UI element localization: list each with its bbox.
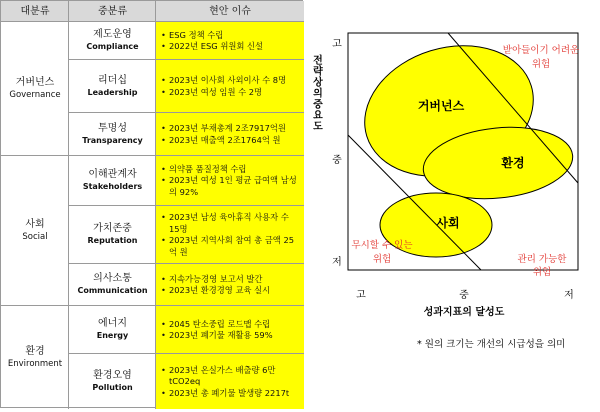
unacceptable-risk-label-line2: 위험 (531, 59, 551, 70)
x-tick-low: 저 (564, 290, 574, 301)
category-label-en: Governance (9, 90, 61, 100)
y-tick-mid: 중 (332, 155, 342, 166)
issue-cell-energy (156, 306, 304, 354)
subcategory-label-en: Compliance (86, 42, 139, 51)
subcategory-label: 에너지 (98, 318, 127, 329)
subcategory-label-en: Energy (96, 331, 129, 340)
issue-cell-communication (156, 264, 304, 306)
x-tick-mid: 중 (459, 290, 469, 301)
manageable-risk-label-line1: 관리 가능한 (517, 254, 567, 265)
issue-item: • ESG 정책 수립 (159, 30, 301, 42)
subcategory-reputation (69, 206, 156, 264)
issue-item: • 2023년 여성 임원 수 2명 (159, 87, 301, 99)
header-issues: 현안 이슈 (209, 6, 251, 17)
subcategory-label: 제도운영 (93, 29, 132, 40)
environment-label: 환경 (501, 156, 525, 170)
subcategory-compliance (69, 22, 156, 60)
issue-item: • 2023년 이사회 사외이사 수 8명 (159, 75, 301, 87)
subcategory-stakeholders (69, 156, 156, 206)
issue-item: • 2023년 환경경영 교육 실시 (159, 285, 301, 297)
y-tick-high: 고 (332, 39, 342, 50)
subcategory-leadership (69, 60, 156, 113)
unacceptable-risk-label-line1: 받아들이기 어려운 (502, 45, 580, 56)
subcategory-label: 투명성 (98, 122, 127, 134)
issue-item: • 2022년 ESG 위원회 신설 (159, 41, 301, 53)
table-header-row (1, 1, 304, 22)
issue-item: • 의약품 품질정책 수립 (159, 164, 301, 176)
manageable-risk-label-line2: 위험 (532, 267, 552, 278)
subcategory-label-en: Leadership (87, 87, 138, 97)
negligible-risk-label-line2: 위험 (372, 254, 392, 265)
subcategory-label-en: Reputation (87, 236, 138, 245)
category-label: 환경 (25, 346, 45, 357)
issue-cell-pollution (156, 354, 304, 409)
subcategory-label: 환경오염 (93, 370, 132, 381)
footnote: * 원의 크기는 개선의 시급성을 의미 (417, 339, 566, 350)
x-tick-high: 고 (356, 290, 366, 301)
social-label: 사회 (436, 216, 460, 230)
category-label: 사회 (25, 219, 45, 230)
header-subcategory: 중분류 (98, 6, 127, 17)
subcategory-label-en: Stakeholders (82, 182, 143, 191)
subcategory-label-en: Communication (77, 286, 148, 295)
category-governance (1, 22, 69, 156)
category-label-en: Environment (7, 359, 63, 369)
subcategory-label-en: Pollution (92, 383, 133, 392)
issue-item: • 2023년 폐기물 재활용 59% (159, 330, 301, 342)
subcategory-label: 의사소통 (93, 273, 132, 284)
issue-item: • 2023년 부채총계 2조7917억원 (159, 123, 301, 135)
subcategory-label: 이해관계자 (88, 169, 137, 180)
subcategory-pollution (69, 354, 156, 409)
column-divider (155, 1, 156, 409)
negligible-risk-label-line1: 무시할 수 있는 (351, 240, 413, 251)
category-environment (1, 306, 69, 409)
issue-cell-stakeholders (156, 156, 304, 206)
subcategory-label: 리더십 (98, 74, 127, 86)
issue-item: • 2023년 지역사회 참여 총 금액 25억 원 (159, 235, 301, 258)
issue-item: • 지속가능경영 보고서 발간 (159, 274, 301, 286)
risk-matrix-svg (303, 0, 600, 412)
issue-item: • 2023년 총 폐기물 발생량 2217t (159, 388, 301, 400)
category-label: 거버넌스 (15, 77, 55, 88)
subcategory-label: 가치존중 (93, 223, 132, 234)
header-category: 대분류 (20, 6, 50, 17)
subcategory-communication (69, 264, 156, 306)
y-tick-low: 저 (332, 257, 342, 268)
category-label-en: Social (22, 232, 48, 242)
issue-cell-transparency (156, 113, 304, 156)
category-social (1, 156, 69, 306)
column-divider (68, 1, 69, 409)
subcategory-energy (69, 306, 156, 354)
subcategory-transparency (69, 113, 156, 156)
issue-cell-reputation (156, 206, 304, 264)
issue-cell-compliance (156, 22, 304, 60)
governance-label: 거버넌스 (417, 99, 465, 113)
y-axis-label: 전략상의중요도 (310, 54, 322, 132)
issue-item: • 2045 탄소중립 로드맵 수립 (159, 319, 301, 331)
issue-item: • 2023년 매출액 2조1764억 원 (159, 135, 301, 147)
risk-matrix-diagram (303, 0, 600, 412)
subcategory-label-en: Transparency (82, 135, 143, 145)
issue-cell-leadership (156, 60, 304, 113)
issue-item: • 2023년 여성 1인 평균 급여액 남성의 92% (159, 175, 301, 198)
issue-item: • 2023년 온실가스 배출량 6만tCO2eq (159, 365, 301, 388)
issue-item: • 2023년 남성 육아휴직 사용자 수 15명 (159, 212, 301, 235)
x-axis-label: 성과지표의 달성도 (423, 307, 505, 318)
